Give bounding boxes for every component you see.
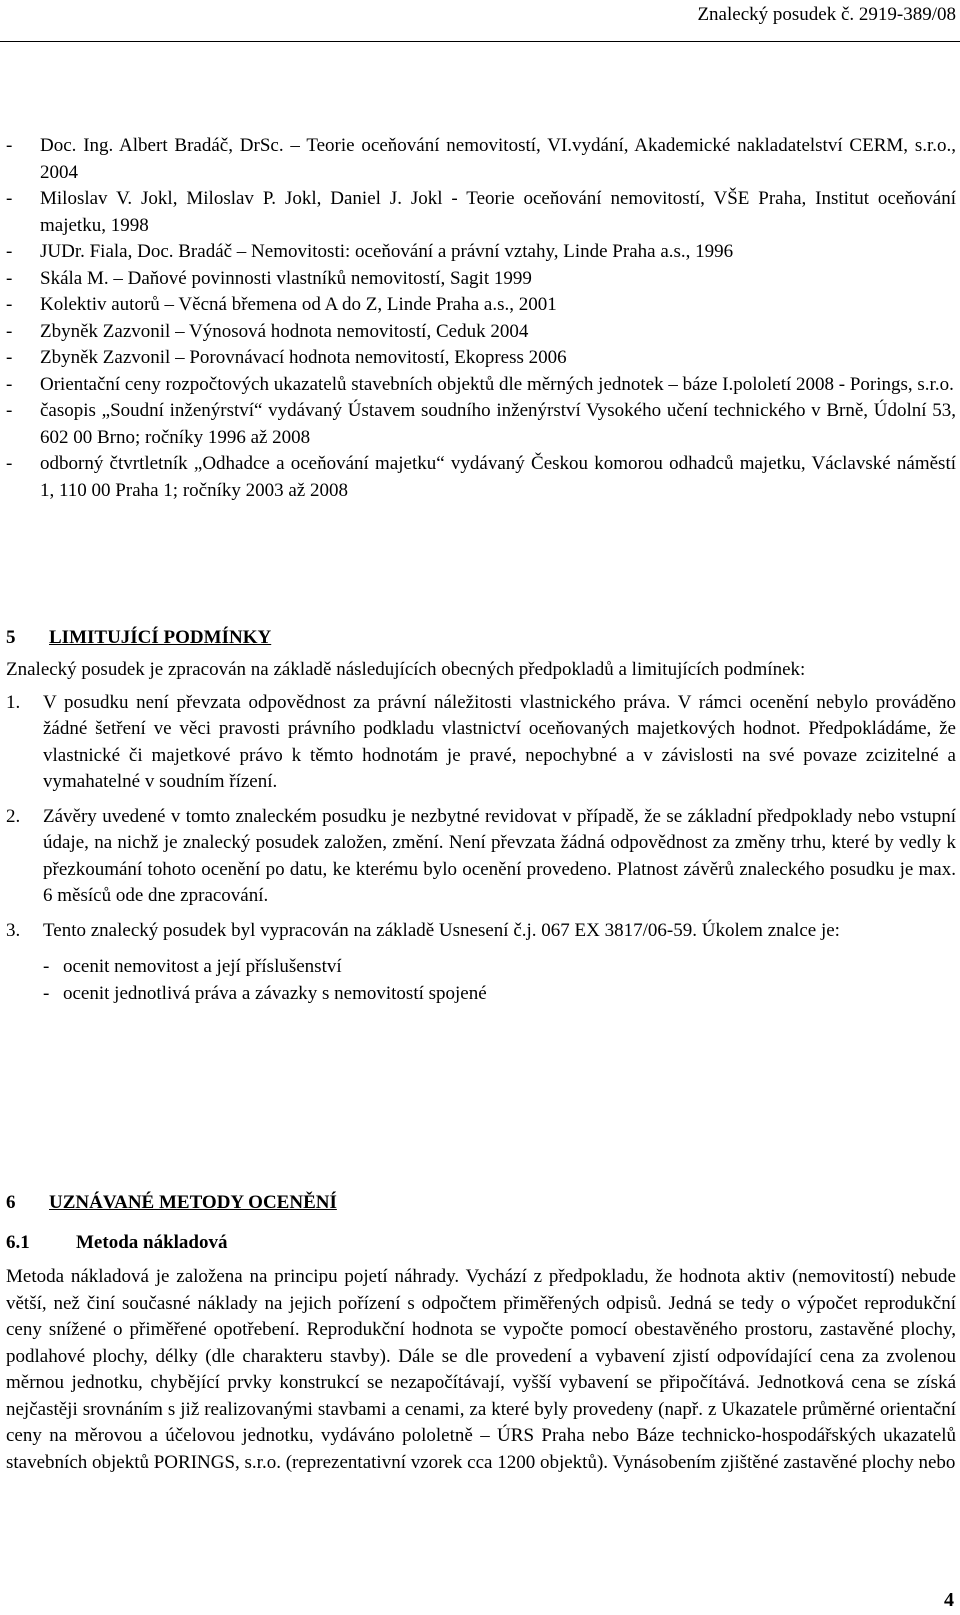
bibliography-item: - JUDr. Fiala, Doc. Bradáč – Nemovitosti: oceňování a právní vztahy, Linde Praha a.s., 1996 [6,241,734,262]
section-valuation-methods [6,1190,956,1476]
bibliography-item: - Doc. Ing. Albert Bradáč, DrSc. – Teorie oceňování nemovitostí, VI.vydání, Akademické nakladatelství CERM, s.r.o., 2004 [6,135,956,183]
bibliography-item: - Kolektiv autorů – Věcná břemena od A do Z, Linde Praha a.s., 2001 [6,294,557,315]
task-item: - ocenit jednotlivá práva a závazky s nemovitostí spojené [43,982,487,1004]
task-item: - ocenit nemovitost a její příslušenství [43,956,342,977]
bibliography-item: - Skála M. – Daňové povinnosti vlastníků nemovitostí, Sagit 1999 [6,267,532,289]
bibliography-item: - Orientační ceny rozpočtových ukazatelů stavebních objektů dle měrných jednotek – báze I.pololetí 2008 - Porings, s.r.o. [6,373,954,395]
bibliography-item: - Zbyněk Zazvonil – Výnosová hodnota nemovitostí, Ceduk 2004 [6,320,529,342]
section-5-intro: Znalecký posudek je zpracován na základě následujících obecných předpokladů a limitujících podmínek: [6,659,806,680]
header-rule [0,41,960,42]
bibliography-list [6,133,956,504]
bibliography-item: - časopis „Soudní inženýrství“ vydávaný Ústavem soudního inženýrství Vysokého učení technického v Brně, Údolní 53, 602 00 Brno; ročníky 1996 až 2008 [6,400,956,448]
section-title: LIMITUJÍCÍ PODMÍNKY [49,627,272,648]
conditions-list [6,690,956,945]
subsection-title: Metoda nákladová [76,1232,228,1253]
cost-method-text: Metoda nákladová je založena na principu pojetí náhrady. Vychází z předpokladu, že hodnota aktiv (nemovitostí) nebude větší, než činí současné náklady na jejich pořízení s odpočtem přiměřených odpisů. Jedná se tedy o výpočet reprodukční ceny snížené o přiměřené opotřebení. Reprodukční hodnota se vypočte pomocí obestavěného prostoru, zastavěné plochy, podlahové plochy, délky (dle charakteru stavby). Dále se dle provedení a vybavení zjistí odpovídající cena za zvolenou měrnou jednotku, chybějící prvky konstrukcí se nezapočítávají, vyšší vybavení se připočítává. Jednotková cena se získá nejčastěji srovnáním s již realizovanými stavbami a cenami, za které byly provedeny (např. z Ukazatele průměrné orientační ceny na měrovou a účelovou jednotku, vydáváno pololetně – ÚRS Praha nebo Báze technicko-hospodářských ukazatelů stavebních objektů PORINGS, s.r.o. (reprezentativní vzorek cca 1200 objektů). Vynásobením zjištěné zastavěné plochy nebo [6,1266,956,1473]
bibliography-item: - Zbyněk Zazvonil – Porovnávací hodnota nemovitostí, Ekopress 2006 [6,347,567,368]
section-title: UZNÁVANÉ METODY OCENĚNÍ [49,1192,337,1213]
section-6-heading [6,1190,956,1216]
page-header-title: Znalecký posudek č. 2919-389/08 [697,4,956,25]
subsection-number: 6.1 [6,1232,30,1253]
page-number: 4 [944,1589,954,1611]
bibliography-item: - Miloslav V. Jokl, Miloslav P. Jokl, Daniel J. Jokl - Teorie oceňování nemovitostí, VŠE Praha, Institut oceňování majetku, 1998 [6,188,956,236]
section-number: 6 [6,1192,16,1213]
condition-item: 3. Tento znalecký posudek byl vypracován na základě Usnesení č.j. 067 EX 3817/06-59. Úkolem znalce je: [6,919,840,941]
section-number: 5 [6,627,16,648]
section-limiting-conditions [6,625,956,1007]
tasks-list [6,954,956,1007]
bibliography-item: - odborný čtvrtletník „Odhadce a oceňování majetku“ vydávaný Českou komorou odhadců majetku, Václavské náměstí 1, 110 00 Praha 1; ročníky 2003 až 2008 [6,453,956,501]
condition-item: 1. V posudku není převzata odpovědnost za právní náležitosti vlastnického práva. V rámci ocenění nebylo prováděno žádné šetření ve věci pravosti právního podkladu vlastnictví oceňovaných majetkových hodnot. Předpokládáme, že vlastnické či majetkové právo k těmto hodnotám je pravé, nepochybné a v závislosti na své povaze zcizitelné a vymahatelné v soudním řízení. [6,691,956,792]
condition-item: 2. Závěry uvedené v tomto znaleckém posudku je nezbytné revidovat v případě, že se základní předpoklady nebo vstupní údaje, na nichž je znalecký posudek založen, změní. Není převzata žádná odpovědnost za změny trhu, které by vedly k přezkoumání tohoto ocenění po datu, ke kterému bylo ocenění provedeno. Platnost závěrů znaleckého posudku je max. 6 měsíců ode dne zpracování. [6,805,956,906]
subsection-6-1-heading [6,1230,956,1256]
section-5-heading [6,625,956,651]
